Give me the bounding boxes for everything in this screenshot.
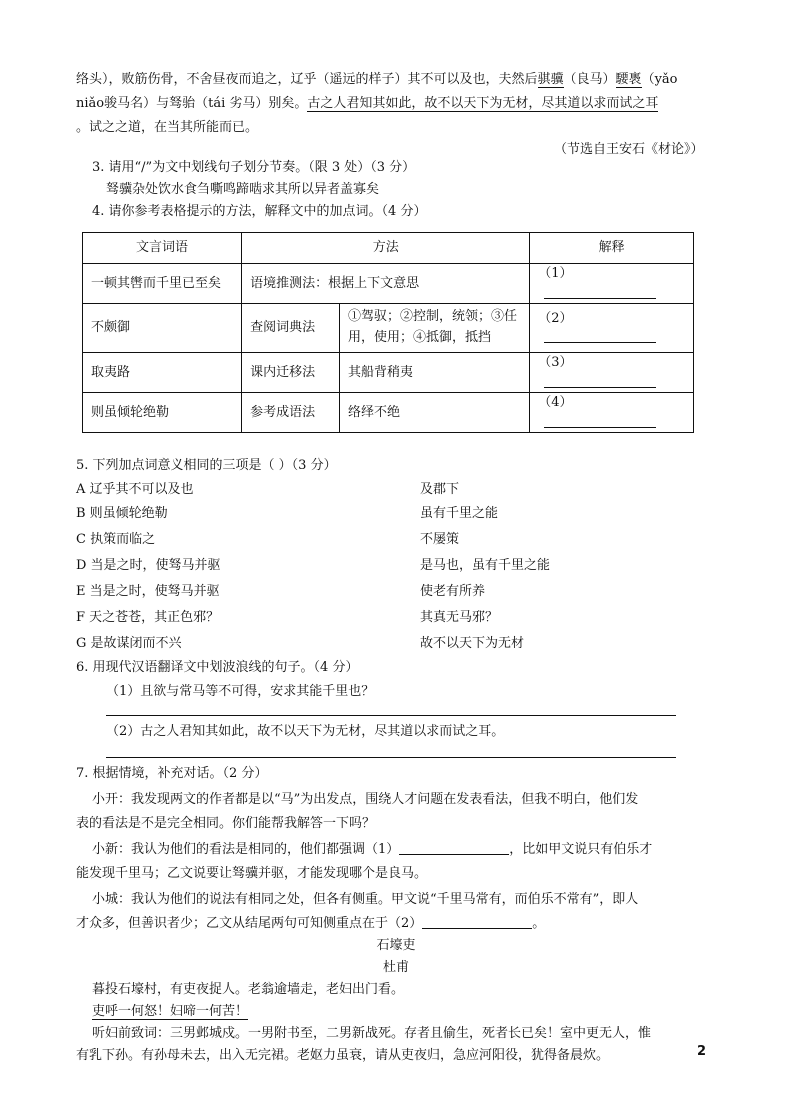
method-table xyxy=(82,232,694,433)
dialogue-text: 。 xyxy=(532,916,546,931)
table-cell-answer xyxy=(530,304,694,353)
poem-line-underlined xyxy=(92,1002,248,1022)
passage-word-yaoniao: 騕褭 xyxy=(615,72,642,87)
passage-text: （yǎo xyxy=(641,72,678,87)
passage-source: （节选自王安石《材论》） xyxy=(554,142,704,157)
table-header-cell: 文言词语 xyxy=(83,233,242,264)
answer-blank[interactable] xyxy=(544,415,656,428)
poem-author: 杜甫 xyxy=(382,960,409,975)
option-right: 使老有所养 xyxy=(420,584,486,599)
table-cell-method: 语境推测法：根据上下文意思 xyxy=(242,264,530,304)
fill-blank-2[interactable] xyxy=(422,914,532,929)
poem-underlined-text: 吏呼一何怒！妇啼一何苦！ xyxy=(92,1004,249,1019)
poem-line: 暮投石壕村，有吏夜捉人。老翁逾墙走，老妇出门看。 xyxy=(92,982,405,997)
question-3-stem: 3. 请用“/”为文中划线句子划分节奏。（限 3 处）（3 分） xyxy=(92,160,416,175)
answer-label: （3） xyxy=(538,355,573,370)
table-cell-word: 则虽倾轮绝勒 xyxy=(83,393,242,433)
passage-underlined-sentence: 古之人君知其如此，故不以天下为无材，尽其道以求而试之耳 xyxy=(307,96,659,111)
table-cell-answer xyxy=(530,393,694,433)
question-7-stem: 7. 根据情境，补充对话。（2 分） xyxy=(76,766,268,781)
table-cell-method: 查阅词典法 xyxy=(242,304,340,353)
table-header-row xyxy=(83,233,694,264)
poem-line: 有乳下孙。有孙母未去，出入无完裙。老妪力虽衰，请从吏夜归，急应河阳役，犹得备晨炊。 xyxy=(76,1048,610,1063)
answer-blank[interactable] xyxy=(544,286,656,299)
question-5-stem: 5. 下列加点词意义相同的三项是（ ）（3 分） xyxy=(76,458,337,473)
table-cell-answer xyxy=(530,264,694,304)
poem-title: 石壕吏 xyxy=(376,938,416,953)
dialogue-text: 才众多，但善识者少；乙文从结尾两句可知侧重点在于（2） xyxy=(76,916,423,931)
table-cell-detail: 其船背稍夷 xyxy=(340,353,530,393)
table-header-cell: 方法 xyxy=(242,233,530,264)
fill-blank-1[interactable] xyxy=(399,840,509,855)
table-cell-word: 取夷路 xyxy=(83,353,242,393)
answer-line[interactable] xyxy=(106,714,676,716)
translate-sentence-2: （2）古之人君知其如此，故不以天下为无材，尽其道以求而试之耳。 xyxy=(106,724,505,739)
dialogue-text: 小新：我认为他们的看法是相同的，他们都强调（1） xyxy=(92,842,400,857)
answer-line[interactable] xyxy=(106,756,676,758)
passage-word-qiji: 骐骥 xyxy=(537,72,564,87)
option-right: 其真无马邪？ xyxy=(420,610,499,625)
option-left: B 则虽倾轮绝勒 xyxy=(76,506,168,521)
passage-line-2 xyxy=(76,94,658,114)
option-right: 故不以天下为无材 xyxy=(420,636,525,651)
table-header-cell: 解释 xyxy=(530,233,694,264)
dialogue-xiaocheng: 小城：我认为他们的说法有相同之处，但各有侧重。甲文说“千里马常有，而伯乐不常有”，即人 xyxy=(92,892,639,907)
answer-blank[interactable] xyxy=(544,330,656,343)
passage-text: （良马） xyxy=(563,72,616,87)
poem-line: 听妇前致词：三男邺城戍。一男附书至，二男新战死。存者且偷生，死者长已矣！室中更无人，惟 xyxy=(92,1026,652,1041)
table-cell-method: 课内迁移法 xyxy=(242,353,340,393)
dialogue-text: ，比如甲文说只有伯乐才 xyxy=(509,842,653,857)
translate-sentence-1: （1）且欲与常马等不可得，安求其能千里也？ xyxy=(106,684,375,699)
dialogue-xiaoxin-cont: 能发现千里马；乙文说要让驽骥并驱，才能发现哪个是良马。 xyxy=(76,866,428,881)
table-cell-detail: ①驾驭；②控制，统领；③任用，使用；④抵御，抵挡 xyxy=(340,304,530,353)
table-row xyxy=(83,393,694,433)
table-cell-word: 不颇御 xyxy=(83,304,242,353)
option-left: D 当是之时，使驽马并驱 xyxy=(76,558,221,573)
question-4-stem: 4. 请你参考表格提示的方法，解释文中的加点词。（4 分） xyxy=(92,204,427,219)
table-cell-word: 一顿其辔而千里已至矣 xyxy=(83,264,242,304)
passage-line-1 xyxy=(76,70,677,90)
option-left: C 执策而临之 xyxy=(76,532,156,547)
table-cell-detail: 络绎不绝 xyxy=(340,393,530,433)
page-number: 2 xyxy=(696,1044,706,1059)
option-left: E 当是之时，使驽马并驱 xyxy=(76,584,220,599)
table-row xyxy=(83,353,694,393)
dialogue-xiaoxin xyxy=(92,840,652,860)
answer-blank[interactable] xyxy=(544,375,656,388)
passage-text: 络头），败筋伤骨，不舍昼夜而追之，辽乎（遥远的样子）其不可以及也，夫然后 xyxy=(76,72,538,87)
answer-label: （2） xyxy=(538,310,573,326)
option-left: F 天之苍苍，其正色邪？ xyxy=(76,610,220,625)
question-3-sentence: 驽骥杂处饮水食刍嘶鸣蹄啮求其所以异者盖寡矣 xyxy=(106,182,380,197)
option-right: 不屡策 xyxy=(420,532,460,547)
option-left: A 辽乎其不可以及也 xyxy=(76,482,194,497)
passage-line-3: 。试之之道，在当其所能而已。 xyxy=(76,120,259,135)
table-cell-method: 参考成语法 xyxy=(242,393,340,433)
passage-text: niǎo骏马名）与驽骀（tái 劣马）别矣。 xyxy=(76,96,308,111)
option-right: 是马也，虽有千里之能 xyxy=(420,558,551,573)
option-right: 及郡下 xyxy=(420,482,460,497)
dialogue-xiaokai-cont: 表的看法是不是完全相同。你们能帮我解答一下吗？ xyxy=(76,816,376,831)
answer-label: （4） xyxy=(538,395,573,410)
table-row xyxy=(83,264,694,304)
dialogue-xiaocheng-cont xyxy=(76,914,545,934)
table-row xyxy=(83,304,694,353)
answer-label: （1） xyxy=(538,266,573,281)
option-left: G 是故谋闭而不兴 xyxy=(76,636,182,651)
option-right: 虽有千里之能 xyxy=(420,506,499,521)
table-cell-answer xyxy=(530,353,694,393)
question-6-stem: 6. 用现代汉语翻译文中划波浪线的句子。（4 分） xyxy=(76,660,359,675)
dialogue-xiaokai: 小开：我发现两文的作者都是以“马”为出发点，围绕人才问题在发表看法，但我不明白，他们发 xyxy=(92,792,639,807)
